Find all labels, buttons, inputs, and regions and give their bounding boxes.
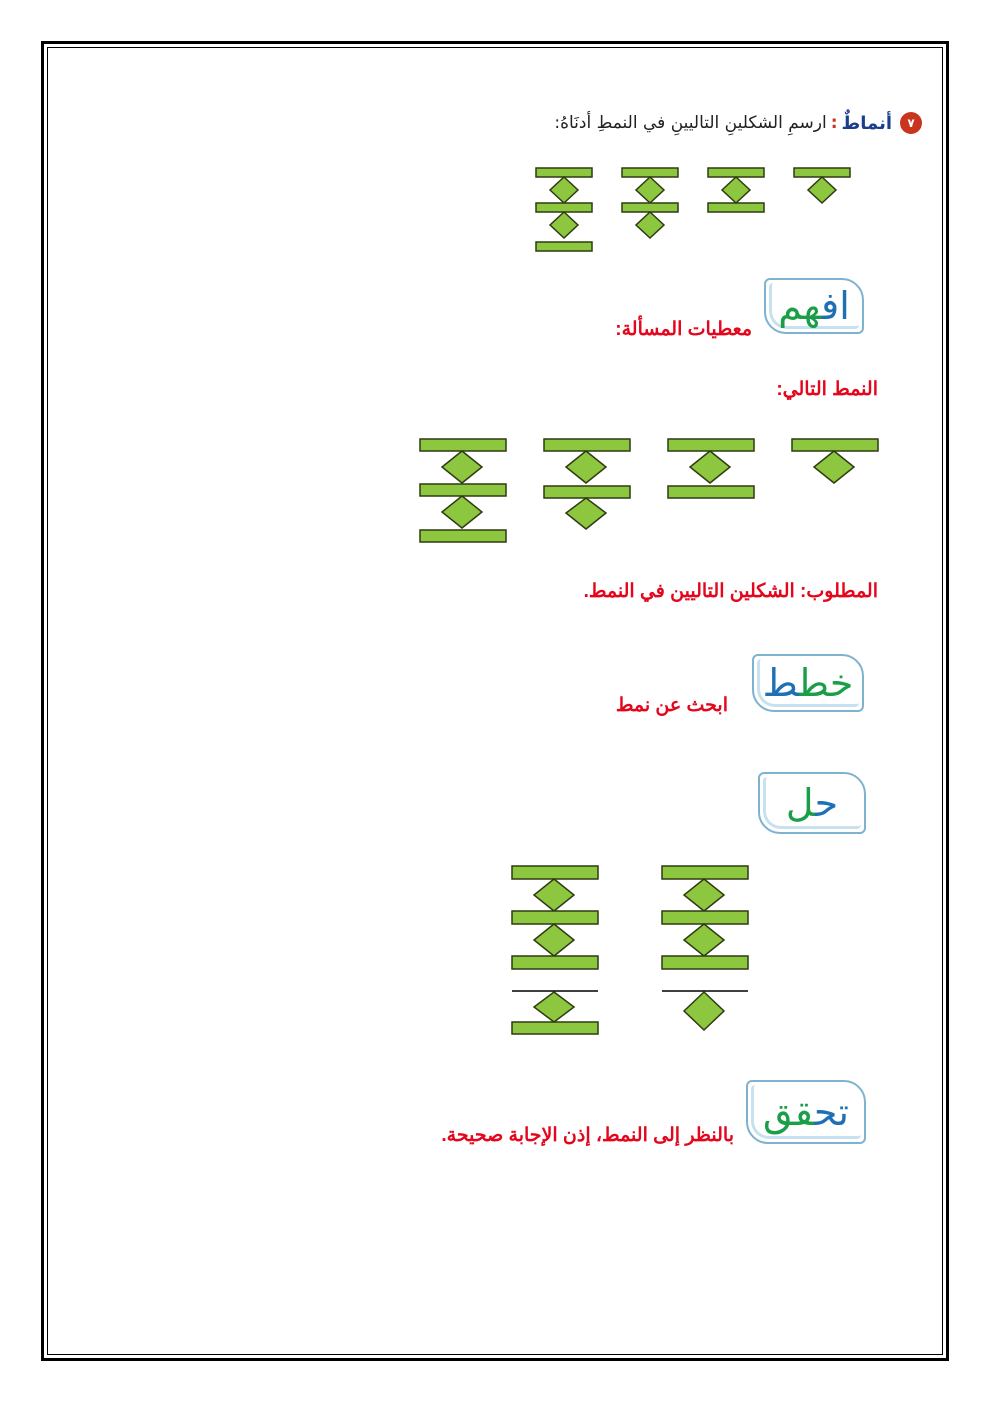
check-badge-label: تحقق	[762, 1090, 850, 1134]
pattern-term-1	[794, 168, 850, 203]
check-text: بالنظر إلى النمط، إذن الإجابة صحيحة.	[441, 1125, 734, 1146]
solve-badge-label: حل	[785, 781, 839, 825]
check-badge	[746, 1080, 866, 1144]
plan-badge	[752, 654, 864, 712]
plan-badge-label: خطط	[762, 661, 854, 705]
given-pattern-figure	[416, 432, 886, 547]
question-title: أنماطٌ	[841, 112, 892, 134]
pattern-term-2	[708, 168, 764, 212]
given-term-2	[668, 439, 754, 498]
answer-term-5	[662, 866, 748, 1030]
answer-term-6	[512, 866, 598, 1034]
understand-label: معطيات المسألة:	[615, 319, 752, 340]
given-term-1	[792, 439, 878, 483]
plan-text: ابحث عن نمط	[615, 695, 728, 716]
question-pattern-figure	[530, 160, 860, 260]
question-text: ارسمِ الشكلينِ التاليينِ في النمطِ أدنَاهُ:	[554, 113, 827, 133]
pattern-heading: النمط التالي:	[776, 379, 878, 400]
pattern-term-3	[622, 168, 678, 238]
question-number-badge: ٧	[900, 112, 922, 134]
solve-badge	[758, 772, 866, 834]
understand-badge-label: افهم	[778, 284, 850, 328]
understand-badge	[764, 278, 864, 334]
pattern-term-4	[536, 168, 592, 251]
question-line	[554, 112, 922, 134]
given-term-4	[420, 439, 506, 542]
answer-pattern-figure	[508, 862, 758, 1042]
question-separator: :	[830, 113, 838, 133]
required-text: المطلوب: الشكلين التاليين في النمط.	[583, 581, 878, 602]
given-term-3	[544, 439, 630, 529]
